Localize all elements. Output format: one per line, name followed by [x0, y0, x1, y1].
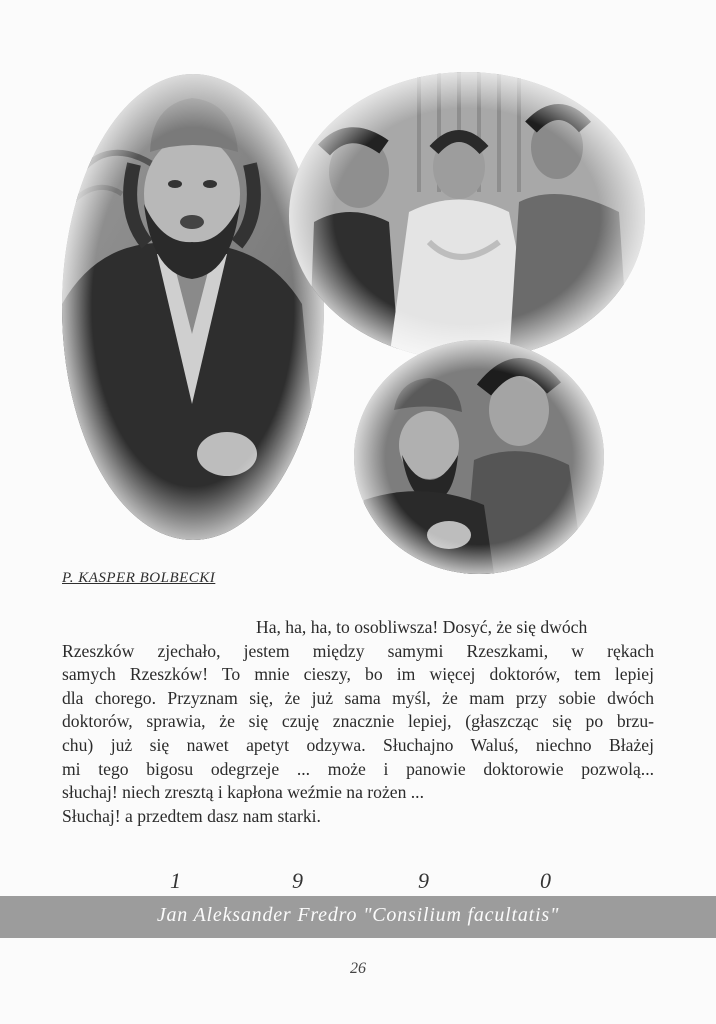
text-line: Ha, ha, ha, to osobliwsza! Dosyć, że się dwóch	[256, 617, 588, 637]
photo-group-scene	[289, 72, 645, 360]
dialogue-text	[62, 616, 654, 828]
footer-title: Jan Aleksander Fredro "Consilium facultatis"	[156, 904, 560, 926]
year-digit: 9	[292, 868, 303, 893]
photo-two-men	[354, 340, 604, 574]
text-line: Słuchaj! a przedtem dasz nam starki.	[62, 805, 321, 826]
text-line: chu) już się nawet apetyt odzywa. Słuchajno Waluś, niechno Błażej	[62, 734, 654, 755]
page-number: 26	[350, 960, 366, 977]
text-line: mi tego bigosu odegrzeje ... może i panowie doktorowie pozwolą...	[62, 758, 654, 779]
footer-band	[0, 896, 716, 938]
text-line: Rzeszków zjechało, jestem między samymi Rzeszkami, w rękach	[62, 640, 654, 661]
year-digit: 9	[418, 868, 429, 893]
character-caption: P. KASPER BOLBECKI	[62, 570, 216, 586]
text-line: doktorów, sprawia, że się czuję znacznie lepiej, (głaszcząc się po brzu-	[62, 711, 654, 732]
text-line: samych Rzeszków! To mnie cieszy, bo im więcej doktorów, tem lepiej	[62, 664, 654, 685]
text-line: słuchaj! niech zresztą i kapłona weźmie na rożen ...	[62, 782, 424, 803]
photo-actor-portrait	[62, 74, 324, 540]
year-digit: 1	[170, 868, 181, 893]
text-line: dla chorego. Przyznam się, że już sama myśl, że mam przy sobie dwóch	[62, 687, 654, 708]
year-digit: 0	[540, 868, 551, 893]
